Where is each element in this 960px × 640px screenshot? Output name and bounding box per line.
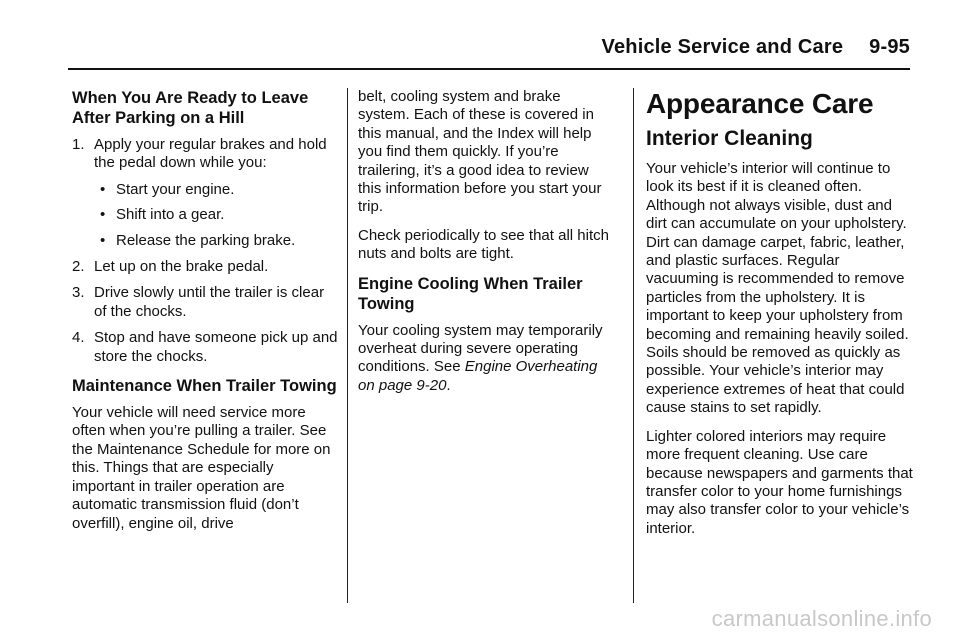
heading-maintenance-towing: Maintenance When Trailer Towing: [72, 377, 337, 396]
page-header: [68, 34, 910, 70]
cooling-text: Your cooling system may temporarily overheat during severe operating conditions. See: [358, 321, 603, 376]
bullet-icon: •: [100, 231, 106, 249]
column-left: [72, 88, 340, 543]
step-text: Apply your regular brakes and hold the pedal down while you:: [94, 136, 327, 172]
header-title: [602, 36, 910, 59]
section-title: Vehicle Service and Care: [601, 36, 844, 58]
bullet-item: [94, 181, 340, 199]
step-item: [72, 136, 340, 250]
step-text: Drive slowly until the trailer is clear of the chocks.: [94, 284, 325, 320]
column-divider-1: [347, 88, 348, 603]
step-item: [72, 284, 340, 321]
column-middle: [358, 88, 614, 405]
bullet-text: Shift into a gear.: [116, 206, 225, 224]
page-number: 9-95: [869, 36, 910, 58]
heading-engine-cooling: Engine Cooling When Trailer Towing: [358, 274, 583, 313]
watermark-text: carmanualsonline.info: [711, 606, 932, 631]
heading-leave-hill: When You Are Ready to Leave After Parking on a Hill: [72, 89, 309, 127]
bullet-icon: •: [100, 206, 106, 224]
step-number: 4.: [72, 329, 85, 347]
bullet-text: Start your engine.: [116, 180, 235, 198]
subheading-interior-cleaning: Interior Cleaning: [646, 127, 813, 150]
bullet-list: [94, 181, 340, 250]
column-right: [646, 88, 914, 548]
section-heading-appearance-care: Appearance Care: [646, 88, 874, 119]
bullet-text: Release the parking brake.: [116, 231, 296, 249]
step-number: 1.: [72, 136, 85, 153]
paragraph-hitch-check: Check periodically to see that all hitch nuts and bolts are tight.: [358, 226, 609, 263]
bullet-item: [94, 206, 340, 224]
paragraph-continued: belt, cooling system and brake system. Each of these is covered in this manual, and the Index will help you find them quickly. If you’re trailering, it’s a good idea to review this information before you start your trip.: [358, 88, 602, 216]
step-item: [72, 329, 340, 366]
step-number: 2.: [72, 258, 85, 276]
paragraph-cooling: [358, 322, 614, 396]
step-text: Let up on the brake pedal.: [94, 258, 269, 276]
cooling-text-end: .: [446, 376, 451, 394]
column-divider-2: [633, 88, 634, 603]
bullet-item: [94, 232, 340, 250]
steps-list: [72, 136, 340, 366]
step-number: 3.: [72, 284, 85, 302]
paragraph-interior-2: Lighter colored interiors may require more frequent cleaning. Use care because newspapers and garments that transfer color to your home furnishings may also transfer color to your vehicle’s interior.: [646, 427, 913, 537]
bullet-icon: •: [100, 180, 106, 198]
cross-reference-link[interactable]: Engine Overheating on page 9-20: [358, 358, 598, 394]
step-text: Stop and have someone pick up and store the chocks.: [94, 329, 338, 365]
paragraph-maintenance: Your vehicle will need service more often when you’re pulling a trailer. See the Maintenance Schedule for more on this. Things that are especially important in trailer operation are automatic transmission fluid (don’t overfill), engine oil, drive: [72, 404, 331, 532]
paragraph-interior-1: Your vehicle’s interior will continue to look its best if it is cleaned often. Although not always visible, dust and dirt can accumulate on your upholstery. Dirt can damage carpet, fabric, leather, and plastic surfaces. Regular vacuuming is recommended to remove particles from the upholstery. It is important to keep your upholstery from becoming and remaining heavily soiled. Soils should be removed as quickly as possible. Your vehicle’s interior may experience extremes of heat that could cause stains to set rapidly.: [646, 160, 909, 417]
step-item: [72, 258, 340, 276]
